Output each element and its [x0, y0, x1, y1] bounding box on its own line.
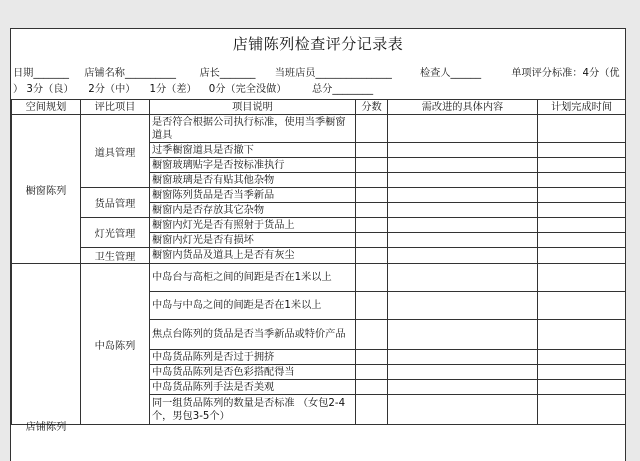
- score-cell[interactable]: [356, 350, 388, 365]
- improve-cell[interactable]: [388, 143, 538, 158]
- item-hygiene: 卫生管理: [81, 248, 150, 264]
- improve-cell[interactable]: [388, 395, 538, 425]
- score-cell[interactable]: [356, 173, 388, 188]
- plan-time-cell[interactable]: [538, 115, 626, 143]
- improve-cell[interactable]: [388, 115, 538, 143]
- item-desc: 同一组货品陈列的数量是否标准 （女包2-4个，男包3-5个）: [150, 395, 356, 425]
- improve-cell[interactable]: [388, 264, 538, 292]
- item-desc: 橱窗内货品及道具上是否有灰尘: [150, 248, 356, 264]
- plan-time-cell[interactable]: [538, 188, 626, 203]
- inspection-table: [11, 99, 626, 433]
- item-props: 道具管理: [81, 115, 150, 188]
- header-score: 分数: [356, 100, 388, 115]
- item-desc: 中岛台与高柜之间的间距是否在1米以上: [150, 264, 356, 292]
- score-cell[interactable]: [356, 143, 388, 158]
- improve-cell[interactable]: [388, 365, 538, 380]
- improve-cell[interactable]: [388, 233, 538, 248]
- table-row: [12, 188, 626, 203]
- score-poor: 1分（差）: [149, 84, 197, 95]
- score-cell[interactable]: [356, 264, 388, 292]
- item-lighting: 灯光管理: [81, 218, 150, 248]
- item-desc: 橱窗内灯光是否有损坏: [150, 233, 356, 248]
- header-desc: 项目说明: [150, 100, 356, 115]
- item-desc: 橱窗内灯光是否有照射于货品上: [150, 218, 356, 233]
- sheet-title: 店铺陈列检查评分记录表: [232, 35, 404, 53]
- inspection-sheet: [10, 28, 626, 461]
- improve-cell[interactable]: [388, 248, 538, 264]
- plan-time-cell[interactable]: [538, 248, 626, 264]
- item-desc: 中岛与中岛之间的间距是否在1米以上: [150, 292, 356, 320]
- space-store-label: 店铺陈列: [25, 422, 67, 433]
- table-row: [12, 115, 626, 143]
- improve-cell[interactable]: [388, 203, 538, 218]
- plan-time-cell[interactable]: [538, 203, 626, 218]
- score-cell[interactable]: [356, 233, 388, 248]
- improve-cell[interactable]: [388, 320, 538, 350]
- score-cell[interactable]: [356, 395, 388, 425]
- table-row: [12, 218, 626, 233]
- score-cell[interactable]: [356, 365, 388, 380]
- scoring-standard: 单项评分标准：4分（优: [511, 68, 620, 79]
- header-item: 评比项目: [81, 100, 150, 115]
- improve-cell[interactable]: [388, 173, 538, 188]
- info-section: [13, 66, 625, 98]
- header-improve: 需改进的具体内容: [388, 100, 538, 115]
- score-cell[interactable]: [356, 158, 388, 173]
- header-space: 空间规划: [12, 100, 81, 115]
- plan-time-cell[interactable]: [538, 365, 626, 380]
- plan-time-cell[interactable]: [538, 350, 626, 365]
- table-row: [12, 248, 626, 264]
- item-desc: 中岛货品陈列是否色彩搭配得当: [150, 365, 356, 380]
- plan-time-cell[interactable]: [538, 380, 626, 395]
- score-none: 0分（完全没做）: [208, 84, 287, 95]
- item-desc: 橱窗玻璃贴字是否按标准执行: [150, 158, 356, 173]
- score-cell[interactable]: [356, 203, 388, 218]
- plan-time-cell[interactable]: [538, 173, 626, 188]
- space-store: [12, 264, 81, 433]
- improve-cell[interactable]: [388, 188, 538, 203]
- plan-time-cell[interactable]: [538, 233, 626, 248]
- score-good: ） 3分（良）: [13, 84, 74, 95]
- score-cell[interactable]: [356, 380, 388, 395]
- staff-field[interactable]: 当班店员_______________: [274, 68, 392, 79]
- improve-cell[interactable]: [388, 218, 538, 233]
- improve-cell[interactable]: [388, 292, 538, 320]
- item-desc: 焦点台陈列的货品是否当季新品或特价产品: [150, 320, 356, 350]
- item-desc: 中岛货品陈列是否过于拥挤: [150, 350, 356, 365]
- score-cell[interactable]: [356, 320, 388, 350]
- plan-time-cell[interactable]: [538, 264, 626, 292]
- score-cell[interactable]: [356, 188, 388, 203]
- improve-cell[interactable]: [388, 350, 538, 365]
- table-header-row: [12, 100, 626, 115]
- manager-field[interactable]: 店长_______: [199, 68, 256, 79]
- total-score-field[interactable]: 总分________: [312, 84, 374, 95]
- score-medium: 2分（中）: [88, 84, 136, 95]
- item-desc: 过季橱窗道具是否撤下: [150, 143, 356, 158]
- plan-time-cell[interactable]: [538, 320, 626, 350]
- info-line-2: [13, 82, 625, 98]
- item-desc: 是否符合根据公司执行标准，使用当季橱窗道具: [150, 115, 356, 143]
- header-plan-time: 计划完成时间: [538, 100, 626, 115]
- plan-time-cell[interactable]: [538, 395, 626, 425]
- store-name-field[interactable]: 店铺名称__________: [84, 68, 176, 79]
- score-cell[interactable]: [356, 218, 388, 233]
- item-desc: 中岛货品陈列手法是否美观: [150, 380, 356, 395]
- score-cell[interactable]: [356, 115, 388, 143]
- plan-time-cell[interactable]: [538, 292, 626, 320]
- item-island: 中岛陈列: [81, 264, 150, 425]
- score-cell[interactable]: [356, 292, 388, 320]
- inspector-field[interactable]: 检查人______: [420, 68, 482, 79]
- item-goods: 货品管理: [81, 188, 150, 218]
- info-line-1: [13, 66, 625, 82]
- item-desc: 橱窗内是否存放其它杂物: [150, 203, 356, 218]
- item-desc: 橱窗陈列货品是否当季新品: [150, 188, 356, 203]
- improve-cell[interactable]: [388, 380, 538, 395]
- score-cell[interactable]: [356, 248, 388, 264]
- space-window: 橱窗陈列: [12, 115, 81, 264]
- plan-time-cell[interactable]: [538, 143, 626, 158]
- improve-cell[interactable]: [388, 158, 538, 173]
- table-row: [12, 264, 626, 292]
- plan-time-cell[interactable]: [538, 218, 626, 233]
- item-desc: 橱窗玻璃是否有贴其他杂物: [150, 173, 356, 188]
- date-field[interactable]: 日期_______: [13, 68, 70, 79]
- plan-time-cell[interactable]: [538, 158, 626, 173]
